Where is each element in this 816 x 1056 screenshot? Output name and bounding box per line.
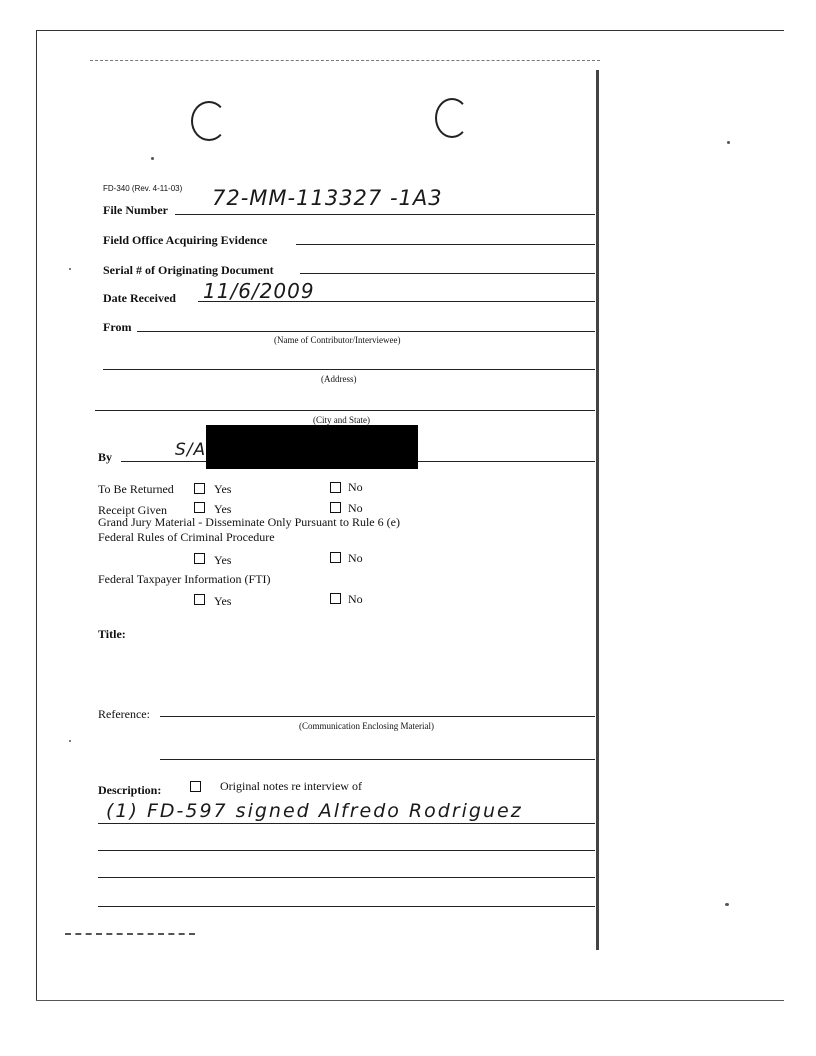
city-line — [95, 410, 595, 411]
redaction-block — [206, 425, 418, 469]
fti-no-checkbox[interactable] — [330, 593, 341, 604]
to-be-returned-no-label: No — [348, 480, 363, 494]
receipt-given-no-checkbox[interactable] — [330, 502, 341, 513]
grand-jury-no-checkbox[interactable] — [330, 552, 341, 563]
serial-label: Serial # of Originating Document — [103, 263, 274, 277]
reference-label: Reference: — [98, 707, 150, 721]
to-be-returned-yes-label: Yes — [214, 482, 232, 496]
fti-no-label: No — [348, 592, 363, 606]
description-handwritten: (1) FD-597 signed Alfredo Rodriguez — [106, 800, 523, 822]
scan-speck — [69, 740, 71, 742]
grand-jury-line-2: Federal Rules of Criminal Procedure — [98, 530, 275, 544]
scan-speck — [727, 141, 730, 144]
grand-jury-yes-label: Yes — [214, 553, 232, 567]
fti-label: Federal Taxpayer Information (FTI) — [98, 572, 271, 586]
description-line-2 — [98, 850, 595, 851]
reference-line — [160, 716, 595, 717]
file-number-value: 72-MM-113327 -1A3 — [212, 186, 443, 210]
receipt-given-yes-label: Yes — [214, 502, 232, 516]
from-label: From — [103, 320, 132, 334]
reference-line-2 — [160, 759, 595, 760]
binder-hole-left — [191, 101, 227, 141]
by-value: S/A — [175, 440, 207, 460]
city-caption: (City and State) — [313, 415, 370, 425]
title-label: Title: — [98, 627, 126, 641]
page-left-border — [36, 30, 37, 1000]
to-be-returned-no-checkbox[interactable] — [330, 482, 341, 493]
by-label: By — [98, 450, 113, 464]
scan-speck — [69, 268, 71, 270]
description-checkbox[interactable] — [190, 781, 201, 792]
description-line-3 — [98, 877, 595, 878]
fti-yes-checkbox[interactable] — [194, 594, 205, 605]
field-office-label: Field Office Acquiring Evidence — [103, 233, 268, 247]
description-label: Description: — [98, 783, 162, 797]
scan-speck — [151, 157, 154, 160]
grand-jury-line-1: Grand Jury Material - Disseminate Only Pursuant to Rule 6 (e) — [98, 515, 400, 529]
file-number-label: File Number — [103, 203, 168, 217]
description-line-4 — [98, 906, 595, 907]
fti-yes-label: Yes — [214, 594, 232, 608]
file-number-line — [175, 214, 595, 215]
address-caption: (Address) — [321, 374, 357, 384]
serial-line — [300, 273, 595, 274]
form-right-edge — [596, 70, 599, 950]
to-be-returned-yes-checkbox[interactable] — [194, 483, 205, 494]
scan-speck — [725, 903, 729, 906]
form-bottom-dashes — [65, 933, 195, 935]
reference-caption: (Communication Enclosing Material) — [299, 721, 434, 731]
from-line — [137, 331, 595, 332]
grand-jury-yes-checkbox[interactable] — [194, 553, 205, 564]
form-id: FD-340 (Rev. 4-11-03) — [103, 184, 183, 193]
description-line-1 — [98, 823, 595, 824]
field-office-line — [296, 244, 595, 245]
name-caption: (Name of Contributor/Interviewee) — [274, 335, 401, 345]
date-received-value: 11/6/2009 — [203, 279, 315, 303]
page-top-border — [36, 30, 784, 31]
grand-jury-no-label: No — [348, 551, 363, 565]
date-received-label: Date Received — [103, 291, 176, 305]
address-line — [103, 369, 595, 370]
receipt-given-label: Receipt Given — [98, 503, 167, 517]
form-top-dashes — [90, 60, 600, 61]
to-be-returned-label: To Be Returned — [98, 482, 174, 496]
receipt-given-yes-checkbox[interactable] — [194, 502, 205, 513]
binder-hole-right — [435, 98, 469, 138]
description-checkbox-text: Original notes re interview of — [220, 779, 362, 793]
receipt-given-no-label: No — [348, 501, 363, 515]
page-bottom-border — [36, 1000, 784, 1001]
